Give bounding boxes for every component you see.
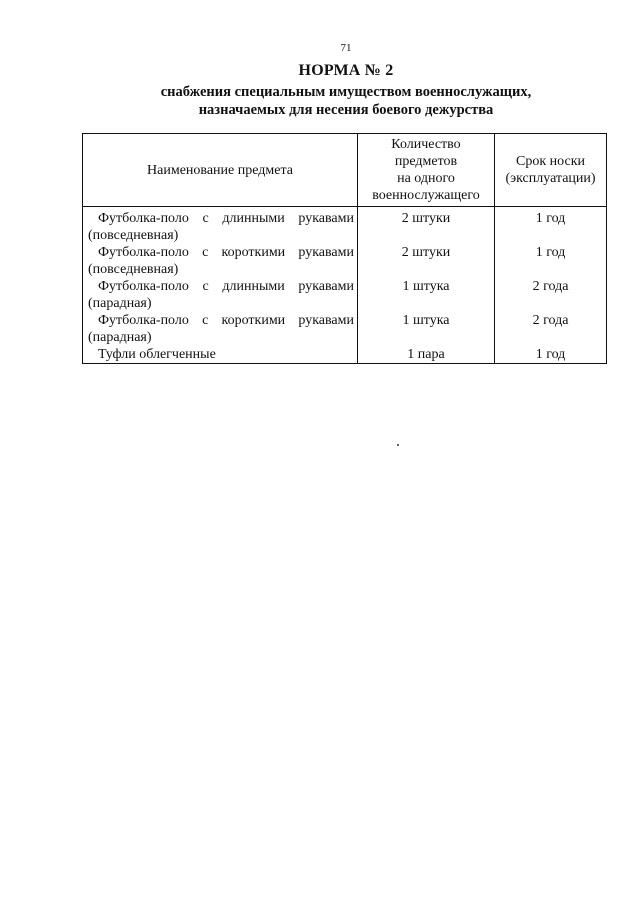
item-name <box>83 312 358 346</box>
document-subtitle-line-2: назначаемых для несения боевого дежурства <box>198 102 494 118</box>
item-quantity: 1 штука <box>358 312 495 346</box>
item-name-line-1: Футболка-поло с длинными рукавами <box>98 279 354 294</box>
header-quantity-line: военнослужащего <box>372 188 480 203</box>
item-term: 1 год <box>495 244 607 278</box>
item-quantity: 2 штуки <box>358 210 495 244</box>
table-row <box>83 346 607 364</box>
table-row <box>83 278 607 312</box>
scan-speck <box>397 444 399 446</box>
item-name-line-1: Футболка-поло с короткими рукавами <box>98 245 354 260</box>
item-name-line-2: (парадная) <box>88 330 152 345</box>
header-quantity-line: Количество <box>391 137 461 152</box>
item-term: 2 года <box>495 278 607 312</box>
document-subtitle-line-1: снабжения специальным имуществом военнослужащих, <box>160 84 532 100</box>
item-name-line-1: Футболка-поло с короткими рукавами <box>98 313 354 328</box>
item-name-line-2: (повседневная) <box>88 262 179 277</box>
item-name-line-1: Футболка-поло с длинными рукавами <box>98 211 354 226</box>
header-name-label: Наименование предмета <box>147 162 293 178</box>
item-term: 2 года <box>495 312 607 346</box>
header-term-line: (эксплуатации) <box>505 171 596 186</box>
header-name <box>83 134 358 207</box>
item-term: 1 год <box>495 210 607 244</box>
item-name <box>83 346 358 364</box>
item-name <box>83 244 358 278</box>
norm-table <box>82 133 607 364</box>
header-term <box>495 134 607 207</box>
table-row <box>83 244 607 278</box>
table-row <box>83 210 607 244</box>
item-quantity: 1 штука <box>358 278 495 312</box>
header-quantity-line: предметов <box>394 154 458 169</box>
item-term: 1 год <box>495 346 607 364</box>
item-name-line-2: (повседневная) <box>88 228 179 243</box>
header-quantity <box>358 134 495 207</box>
page-number: 71 <box>340 42 352 54</box>
header-term-line: Срок носки <box>516 154 585 169</box>
item-quantity: 2 штуки <box>358 244 495 278</box>
document-title: НОРМА № 2 <box>298 62 394 79</box>
item-name-line-1: Туфли облегченные <box>98 347 216 362</box>
item-quantity: 1 пара <box>358 346 495 364</box>
item-name <box>83 278 358 312</box>
item-name <box>83 210 358 244</box>
header-quantity-line: на одного <box>397 171 455 186</box>
table-row <box>83 312 607 346</box>
table-header-row <box>83 134 607 207</box>
item-name-line-2: (парадная) <box>88 296 152 311</box>
